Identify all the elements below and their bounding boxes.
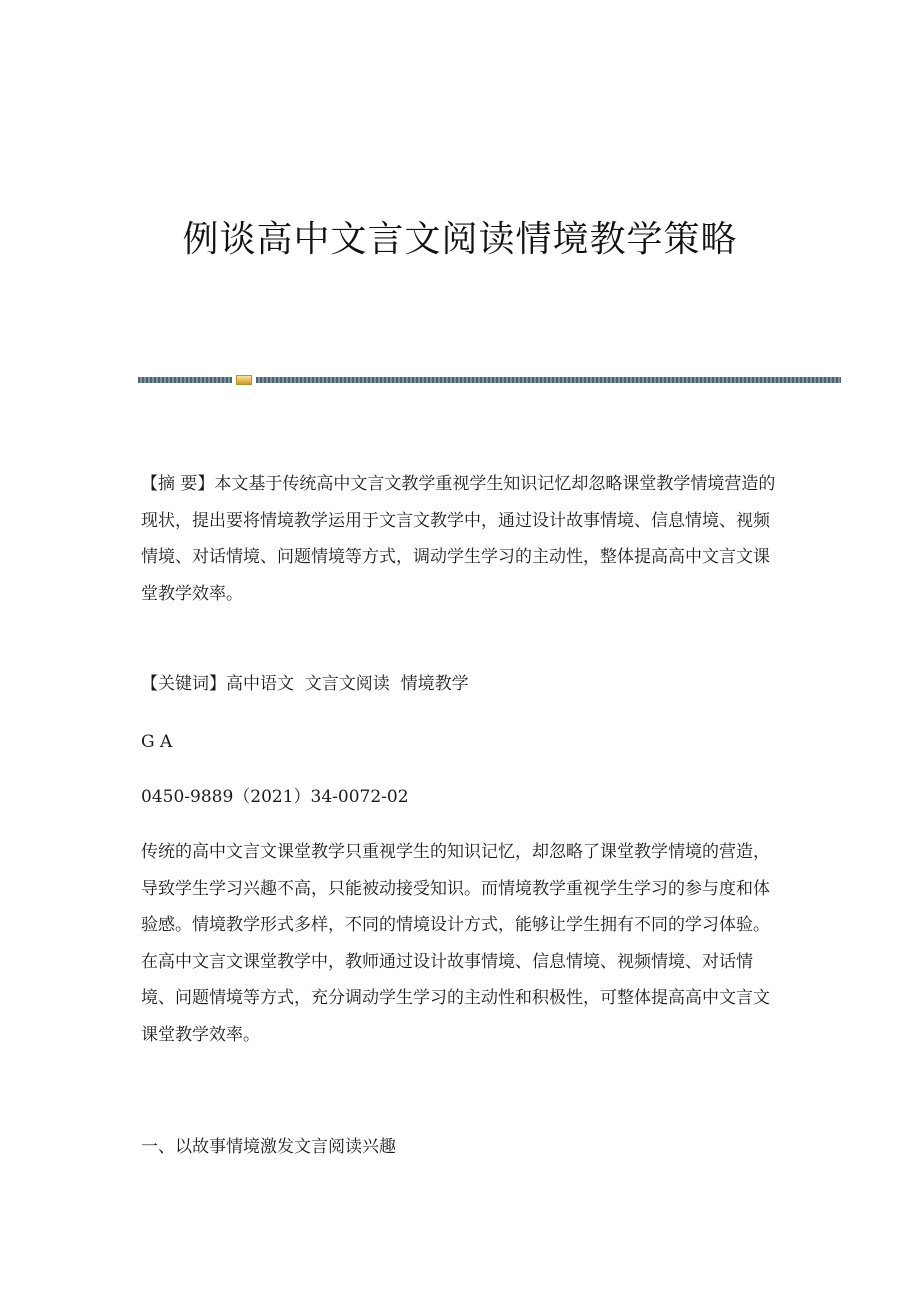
article-number: 0450-9889（2021）34-0072-02	[141, 787, 409, 807]
section-heading: 一、以故事情境激发文言阅读兴趣	[141, 1137, 396, 1157]
body-paragraph: 传统的高中文言文课堂教学只重视学生的知识记忆，却忽略了课堂教学情境的营造，导致学生学习兴趣不高，只能被动接受知识。而情境教学重视学生学习的参与度和体验感。情境教学形式多样，不同的情境设计方式，能够让学生拥有不同的学习体验。在高中文言文课堂教学中，教师通过设计故事情境、信息情境、视频情境、对话情境、问题情境等方式，充分调动学生学习的主动性和积极性，可整体提高高中文言文课堂教学效率。	[141, 842, 770, 1045]
decorative-divider	[138, 375, 841, 385]
abstract-text: 本文基于传统高中文言文教学重视学生知识记忆却忽略课堂教学情境营造的现状，提出要将情境教学运用于文言文教学中，通过设计故事情境、信息情境、视频情境、对话情境、问题情境等方式，调动学生学习的主动性，整体提高高中文言文课堂教学效率。	[141, 474, 776, 604]
keywords-label: 【关键词】	[141, 674, 226, 694]
abstract-paragraph	[141, 466, 781, 612]
keywords-line	[141, 672, 469, 696]
keywords-text: 高中语文 文言文阅读 情境教学	[226, 674, 469, 694]
classification-code: G A	[141, 732, 173, 752]
divider-bar-right	[256, 377, 841, 383]
document-title: 例谈高中文言文阅读情境教学策略	[182, 219, 738, 260]
divider-bar-left	[138, 377, 232, 383]
divider-ornament-icon	[236, 375, 252, 385]
abstract-label: 【摘 要】	[141, 474, 215, 494]
